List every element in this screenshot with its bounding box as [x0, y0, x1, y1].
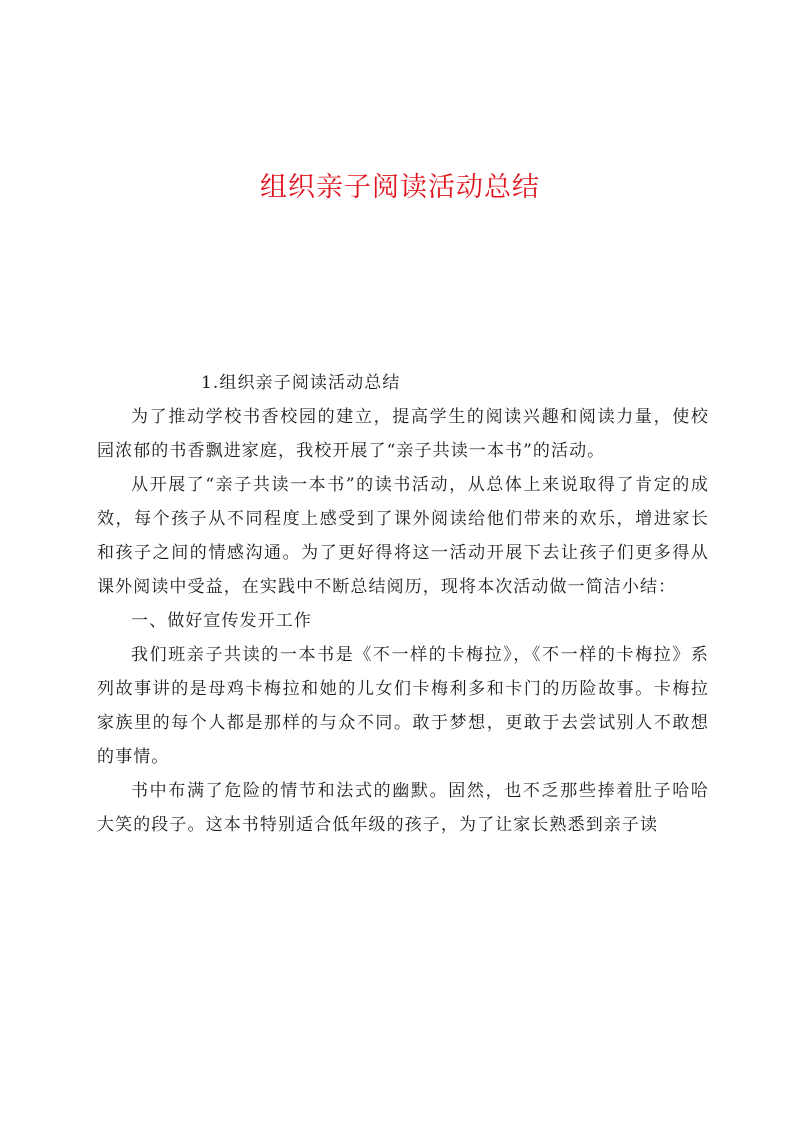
document-title: 组织亲子阅读活动总结	[260, 172, 540, 203]
subsection-heading: 一、做好宣传发开工作	[131, 611, 312, 631]
section-heading: 1.组织亲子阅读活动总结	[201, 373, 401, 393]
document-body	[97, 366, 709, 842]
paragraph: 从开展了“亲子共读一本书”的读书活动，从总体上来说取得了肯定的成效，每个孩子从不同程度上感受到了课外阅读给他们带来的欢乐，增进家长和孩子之间的情感沟通。为了更好得将这一活动开展下去让孩子们更多得从课外阅读中受益，在实践中不断总结阅历，现将本次活动做一简洁小结：	[97, 475, 709, 597]
paragraph: 书中布满了危险的情节和法式的幽默。固然，也不乏那些捧着肚子哈哈大笑的段子。这本书特别适合低年级的孩子，为了让家长熟悉到亲子读	[97, 781, 709, 835]
paragraph: 我们班亲子共读的一本书是《不一样的卡梅拉》，《不一样的卡梅拉》系列故事讲的是母鸡卡梅拉和她的儿女们卡梅利多和卡门的历险故事。卡梅拉家族里的每个人都是那样的与众不同。敢于梦想，更敢于去尝试别人不敢想的事情。	[97, 645, 709, 767]
paragraph: 为了推动学校书香校园的建立，提高学生的阅读兴趣和阅读力量，使校园浓郁的书香飘进家庭，我校开展了“亲子共读一本书”的活动。	[97, 407, 709, 461]
